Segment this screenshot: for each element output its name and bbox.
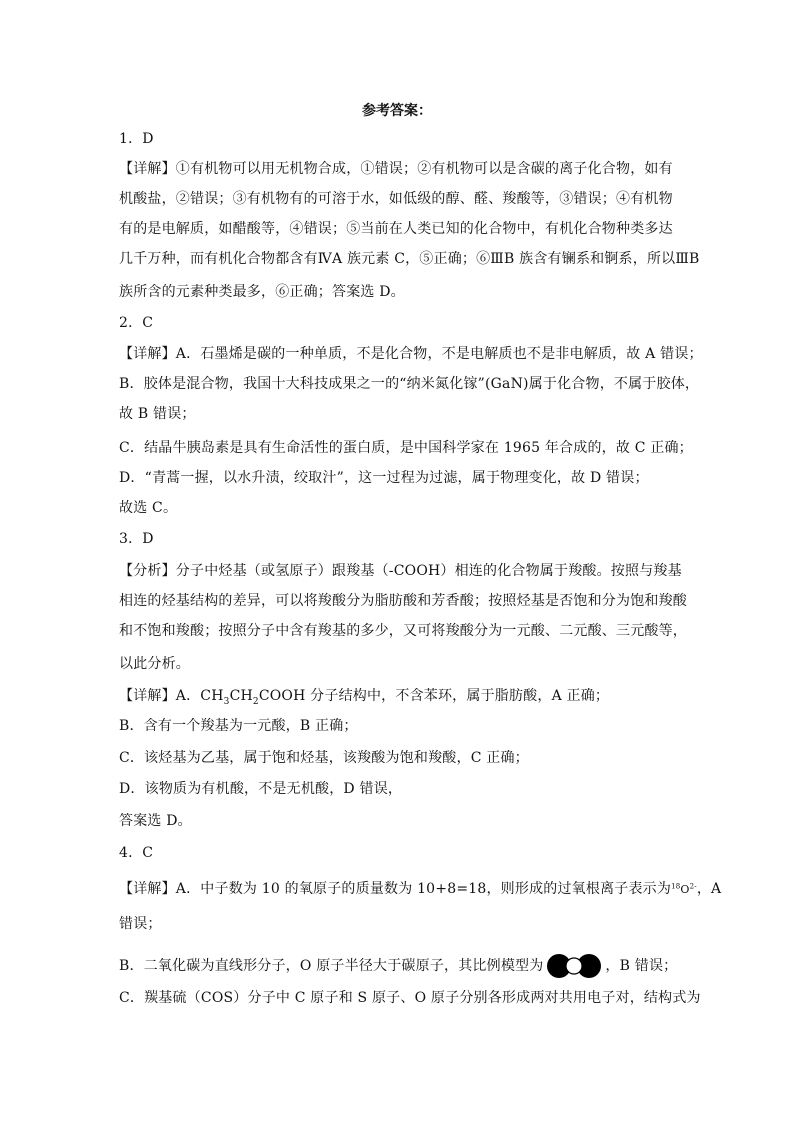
option-a-end: ，A xyxy=(696,881,722,897)
answer-text-line: 几千万种，而有机化合物都含有ⅣA 族元素 C，⑤正确；⑥ⅢB 族含有镧系和锕系，所以ⅢB xyxy=(119,251,700,267)
answer-text-line: 故 B 错误； xyxy=(119,406,196,422)
answer-text-line: C．羰基硫（COS）分子中 C 原子和 S 原子、O 原子分别各形成两对共用电子对，结构式为 xyxy=(119,990,701,1006)
answer-text-line xyxy=(119,953,699,979)
subscript: 2 xyxy=(252,696,259,707)
answer-number: 3．D xyxy=(119,531,154,547)
co2-space-filling-model-icon xyxy=(545,953,603,979)
answer-text-line: 和不饱和羧酸；按照分子中含有羧基的多少，又可将羧酸分为一元酸、二元酸、三元酸等， xyxy=(119,623,687,639)
option-b-text: B．二氧化碳为直线形分子，O 原子半径大于碳原子，其比例模型为 xyxy=(119,958,544,974)
answer-number: 2．C xyxy=(119,315,154,331)
option-b-end: ，B 错误； xyxy=(605,958,678,974)
answer-text-line: B．含有一个羧基为一元酸，B 正确； xyxy=(119,718,358,734)
answer-text-line: 错误； xyxy=(119,916,162,932)
answer-text-line: 【详解】A．石墨烯是碳的一种单质，不是化合物，不是电解质也不是非电解质，故 A 错误； xyxy=(119,346,703,362)
answer-text-line: C．该烃基为乙基，属于饱和烃基，该羧酸为饱和羧酸，C 正确； xyxy=(119,750,529,766)
answer-number: 4．C xyxy=(119,845,154,861)
answer-text-line: 机酸盐，②错误；③有机物有的可溶于水，如低级的醇、醛、羧酸等，③错误；④有机物 xyxy=(119,191,673,207)
answer-text-line: 故选 C。 xyxy=(119,500,178,516)
answer-text-line: 【详解】①有机物可以用无机物合成，①错误；②有机物可以是含碳的离子化合物，如有 xyxy=(119,161,673,177)
answer-text-line: 【分析】分子中烃基（或氢原子）跟羧基（-COOH）相连的化合物属于羧酸。按照与羧基 xyxy=(119,563,682,579)
detail-prefix: 【详解】A．CH xyxy=(119,688,224,704)
answer-text-line: 以此分析。 xyxy=(119,656,190,672)
answer-text-line: 族所含的元素种类最多，⑥正确；答案选 D。 xyxy=(119,284,405,300)
answer-text-line: 答案选 D。 xyxy=(119,813,192,829)
answer-text-line: D．该物质为有机酸，不是无机酸，D 错误， xyxy=(119,781,403,797)
option-a-text: 【详解】A．中子数为 10 的氧原子的质量数为 10+8=18，则形成的过氧根离子表示为 xyxy=(119,881,672,897)
answer-text-line: 相连的烃基结构的差异，可以将羧酸分为脂肪酸和芳香酸；按照烃基是否饱和分为饱和羧酸 xyxy=(119,593,687,609)
answer-text-line: 有的是电解质，如醋酸等，④错误；⑤当前在人类已知的化合物中，有机化合物种类多达 xyxy=(119,221,673,237)
answer-text-line xyxy=(119,878,722,898)
detail-mid: CH xyxy=(229,688,253,704)
detail-suffix: COOH 分子结构中，不含苯环，属于脂肪酸，A 正确； xyxy=(258,688,610,704)
answer-text-line: B．胶体是混合物，我国十大科技成果之一的“纳米氮化镓”(GaN)属于化合物，不属于胶体， xyxy=(119,376,700,392)
subscript: 3 xyxy=(223,696,230,707)
answer-text-line: D．“青蒿一握，以水升渍，绞取汁”，这一过程为过滤，属于物理变化，故 D 错误； xyxy=(119,470,649,486)
answer-number: 1．D xyxy=(119,131,154,147)
answer-text-line: C．结晶牛胰岛素是具有生命活性的蛋白质，是中国科学家在 1965 年合成的，故 C 正确； xyxy=(119,440,693,456)
answer-text-line xyxy=(119,685,699,707)
page-title: 参考答案： xyxy=(362,103,432,119)
peroxide-ion-formula: $^{18}O^{2-}$ xyxy=(671,882,697,896)
